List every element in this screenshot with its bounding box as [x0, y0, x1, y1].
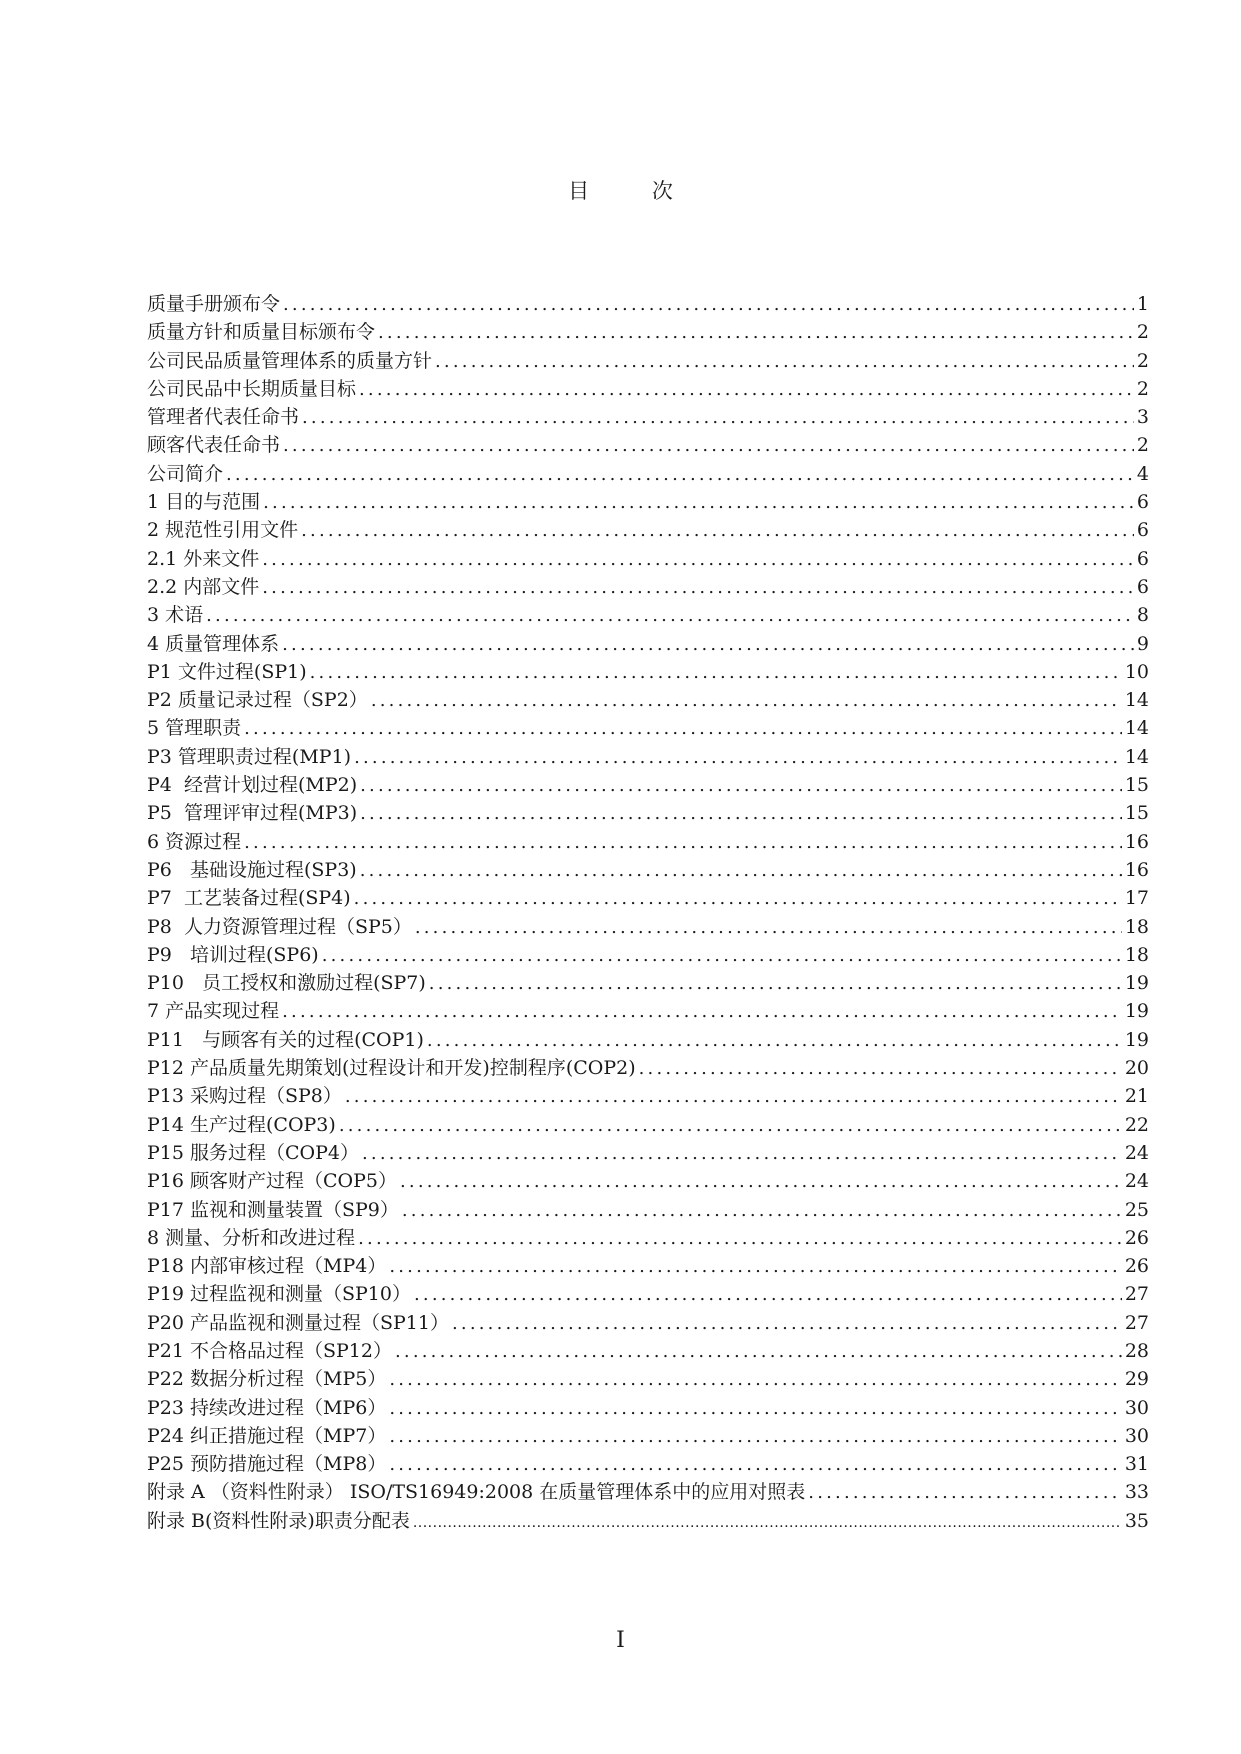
toc-entry-label: 质量方针和质量目标颁布令	[147, 321, 376, 344]
toc-entry-page-number: 4	[1136, 462, 1149, 485]
toc-dot-leader	[244, 829, 1122, 857]
toc-entry[interactable]	[147, 969, 1149, 997]
toc-dot-leader	[283, 291, 1134, 319]
toc-entry-label: 质量手册颁布令	[147, 293, 281, 315]
toc-entry-label: P7 工艺装备过程(SP4)	[147, 887, 351, 910]
toc-dot-leader	[360, 800, 1122, 828]
toc-entry-page-number: 22	[1124, 1113, 1149, 1136]
toc-entry[interactable]	[147, 743, 1149, 771]
toc-entry[interactable]	[147, 403, 1149, 431]
toc-entry-label: 3 术语	[147, 604, 204, 627]
toc-entry-page-number: 33	[1124, 1481, 1149, 1504]
toc-dot-leader	[354, 744, 1122, 772]
toc-entry-page-number: 19	[1124, 972, 1149, 995]
toc-entry[interactable]	[147, 318, 1149, 346]
toc-entry[interactable]	[147, 1309, 1149, 1337]
toc-dot-leader	[360, 857, 1122, 885]
toc-entry-label: P18 内部审核过程（MP4）	[147, 1255, 387, 1278]
toc-entry-label: 8 测量、分析和改进过程	[147, 1226, 356, 1249]
toc-entry-label: P20 产品监视和测量过程（SP11）	[147, 1311, 449, 1334]
toc-dot-leader	[402, 1197, 1122, 1225]
toc-entry-page-number: 27	[1124, 1283, 1149, 1306]
toc-entry-label: P9 培训过程(SP6)	[147, 943, 319, 966]
toc-entry-page-number: 14	[1124, 745, 1149, 768]
toc-entry[interactable]	[147, 1111, 1149, 1139]
toc-entry-label: 公司简介	[147, 462, 224, 485]
toc-entry-label: 附录 A （资料性附录） ISO/TS16949:2008 在质量管理体系中的应用对照表	[147, 1481, 806, 1504]
toc-dot-leader	[244, 715, 1122, 743]
toc-dot-leader	[435, 348, 1134, 376]
toc-entry-page-number: 31	[1124, 1453, 1149, 1476]
toc-entry[interactable]	[147, 884, 1149, 912]
toc-entry-label: P8 人力资源管理过程（SP5）	[147, 915, 412, 938]
toc-entry-page-number: 16	[1124, 858, 1149, 881]
toc-entry-label: 公司民品中长期质量目标	[147, 377, 357, 400]
toc-entry-page-number: 3	[1136, 406, 1149, 429]
toc-dot-leader	[206, 602, 1134, 630]
toc-entry[interactable]	[147, 1082, 1149, 1110]
toc-dot-leader	[389, 1366, 1121, 1394]
toc-entry-page-number: 16	[1124, 830, 1149, 853]
toc-entry-page-number: 8	[1136, 604, 1149, 627]
toc-dot-leader	[358, 1225, 1122, 1253]
toc-entry-label: P16 顾客财产过程（COP5）	[147, 1170, 397, 1193]
toc-entry-page-number: 30	[1124, 1424, 1149, 1447]
toc-dot-leader	[378, 319, 1134, 347]
toc-dot-leader	[389, 1395, 1121, 1423]
toc-entry[interactable]	[147, 1252, 1149, 1280]
toc-dot-leader	[360, 772, 1122, 800]
toc-entry[interactable]	[147, 290, 1149, 318]
toc-entry-page-number: 25	[1124, 1198, 1149, 1221]
toc-entry[interactable]	[147, 630, 1149, 658]
toc-entry[interactable]	[147, 1280, 1149, 1308]
toc-entry-page-number: 14	[1124, 689, 1149, 712]
toc-entry-page-number: 19	[1124, 1000, 1149, 1023]
toc-entry-label: P19 过程监视和测量（SP10）	[147, 1283, 411, 1306]
toc-entry-page-number: 30	[1124, 1396, 1149, 1419]
toc-dot-leader	[282, 998, 1122, 1026]
toc-entry-label: 管理者代表任命书	[147, 406, 300, 429]
toc-entry[interactable]	[147, 799, 1149, 827]
toc-dot-leader	[427, 1027, 1122, 1055]
toc-entry[interactable]	[147, 601, 1149, 629]
toc-entry-label: P13 采购过程（SP8）	[147, 1085, 342, 1108]
toc-entry-page-number: 15	[1124, 774, 1149, 797]
toc-entry[interactable]	[147, 1422, 1149, 1450]
toc-dot-leader	[262, 546, 1134, 574]
toc-entry[interactable]	[147, 771, 1149, 799]
toc-dot-leader	[302, 404, 1134, 432]
toc-entry-label: P23 持续改进过程（MP6）	[147, 1396, 387, 1419]
toc-entry-label: 2 规范性引用文件	[147, 519, 299, 542]
toc-entry-label: 4 质量管理体系	[147, 632, 280, 655]
toc-entry-label: 2.2 内部文件	[147, 575, 260, 598]
toc-entry-page-number: 17	[1124, 887, 1149, 910]
toc-entry[interactable]	[147, 686, 1149, 714]
toc-entry-label: 5 管理职责	[147, 717, 242, 740]
toc-entry-page-number: 6	[1136, 547, 1149, 570]
toc-dot-leader	[282, 631, 1134, 659]
toc-dot-leader	[283, 432, 1134, 460]
toc-dot-leader	[301, 517, 1134, 545]
toc-entry[interactable]	[147, 1139, 1149, 1167]
toc-entry[interactable]	[147, 1337, 1149, 1365]
toc-entry[interactable]	[147, 1450, 1149, 1478]
toc-dot-leader	[389, 1423, 1121, 1451]
toc-dot-leader	[452, 1310, 1122, 1338]
toc-entry[interactable]	[147, 997, 1149, 1025]
toc-entry[interactable]	[147, 1026, 1149, 1054]
toc-entry-label: P4 经营计划过程(MP2)	[147, 774, 358, 797]
toc-entry-page-number: 26	[1124, 1255, 1149, 1278]
toc-entry-page-number: 6	[1136, 575, 1149, 598]
toc-dot-leader	[808, 1479, 1122, 1507]
toc-entry-page-number: 35	[1124, 1509, 1149, 1532]
toc-entry[interactable]	[147, 1478, 1149, 1506]
toc-entry-page-number: 27	[1124, 1311, 1149, 1334]
toc-entry-page-number: 28	[1124, 1339, 1149, 1362]
toc-entry-label: P3 管理职责过程(MP1)	[147, 745, 352, 768]
toc-dot-leader	[322, 942, 1122, 970]
toc-dot-leader	[389, 1253, 1121, 1281]
toc-entry-label: 公司民品质量管理体系的质量方针	[147, 349, 433, 372]
toc-entry-page-number: 2	[1136, 377, 1149, 400]
toc-entry-page-number: 21	[1124, 1085, 1149, 1108]
toc-entry-label: 附录 B(资料性附录)职责分配表	[147, 1509, 410, 1532]
toc-entry-page-number: 18	[1124, 943, 1149, 966]
toc-entry-page-number: 26	[1124, 1226, 1149, 1249]
toc-entry-label: P1 文件过程(SP1)	[147, 660, 307, 683]
toc-entry-label: P6 基础设施过程(SP3)	[147, 858, 357, 881]
toc-entry-label: P10 员工授权和激励过程(SP7)	[147, 972, 426, 995]
toc-dot-leader	[413, 1509, 1122, 1537]
toc-entry-label: P2 质量记录过程（SP2）	[147, 689, 368, 712]
page-number: I	[616, 1628, 625, 1653]
toc-entry-label: P22 数据分析过程（MP5）	[147, 1368, 387, 1391]
toc-entry-page-number: 1	[1136, 293, 1149, 315]
toc-entry-page-number: 9	[1136, 632, 1149, 655]
toc-dot-leader	[429, 970, 1122, 998]
toc-title: 目 次	[568, 179, 701, 203]
toc-entry-label: P17 监视和测量装置（SP9）	[147, 1198, 399, 1221]
toc-entry[interactable]	[147, 545, 1149, 573]
toc-dot-leader	[310, 659, 1122, 687]
toc-entry[interactable]	[147, 347, 1149, 375]
toc-entry[interactable]	[147, 714, 1149, 742]
toc-dot-leader	[395, 1338, 1122, 1366]
toc-entry-page-number: 2	[1136, 434, 1149, 457]
toc-entry[interactable]	[147, 941, 1149, 969]
toc-dot-leader	[400, 1168, 1122, 1196]
toc-entry[interactable]	[147, 1224, 1149, 1252]
toc-dot-leader	[354, 885, 1122, 913]
toc-entry-label: P12 产品质量先期策划(过程设计和开发)控制程序(COP2)	[147, 1057, 636, 1080]
toc-entry-label: 6 资源过程	[147, 830, 242, 853]
toc-entry-label: 顾客代表任命书	[147, 434, 281, 457]
toc-entry-page-number: 6	[1136, 519, 1149, 542]
toc-entry[interactable]	[147, 1196, 1149, 1224]
toc-entry-label: P24 纠正措施过程（MP7）	[147, 1424, 387, 1447]
toc-entry-page-number: 19	[1124, 1028, 1149, 1051]
toc-entry[interactable]	[147, 1394, 1149, 1422]
toc-entry-page-number: 2	[1136, 349, 1149, 372]
toc-entry[interactable]	[147, 913, 1149, 941]
toc-entry[interactable]	[147, 1507, 1149, 1535]
toc-entry[interactable]	[147, 375, 1149, 403]
toc-entry[interactable]	[147, 658, 1149, 686]
toc-entry[interactable]	[147, 1167, 1149, 1195]
toc-dot-leader	[389, 1451, 1121, 1479]
toc-entry[interactable]	[147, 1054, 1149, 1082]
toc-entry-label: 2.1 外来文件	[147, 547, 260, 570]
toc-entry[interactable]	[147, 431, 1149, 459]
toc-entry[interactable]	[147, 488, 1149, 516]
toc-entry-label: 7 产品实现过程	[147, 1000, 280, 1023]
toc-dot-leader	[362, 1140, 1122, 1168]
toc-entry-page-number: 10	[1124, 660, 1149, 683]
toc-dot-leader	[359, 376, 1134, 404]
toc-entry-label: P15 服务过程（COP4）	[147, 1141, 359, 1164]
table-of-contents	[147, 290, 1149, 1535]
toc-entry-label: P5 管理评审过程(MP3)	[147, 802, 358, 825]
toc-dot-leader	[263, 489, 1134, 517]
toc-entry-label: P14 生产过程(COP3)	[147, 1113, 336, 1136]
toc-entry-page-number: 24	[1124, 1141, 1149, 1164]
toc-entry[interactable]	[147, 460, 1149, 488]
toc-dot-leader	[371, 687, 1122, 715]
toc-entry-page-number: 20	[1124, 1057, 1149, 1080]
toc-dot-leader	[414, 1281, 1122, 1309]
toc-dot-leader	[339, 1112, 1122, 1140]
toc-dot-leader	[345, 1083, 1122, 1111]
toc-entry-page-number: 14	[1124, 717, 1149, 740]
toc-entry-label: 1 目的与范围	[147, 491, 261, 514]
toc-entry[interactable]	[147, 1365, 1149, 1393]
toc-entry-page-number: 24	[1124, 1170, 1149, 1193]
toc-dot-leader	[262, 574, 1134, 602]
toc-entry-page-number: 15	[1124, 802, 1149, 825]
toc-entry-label: P21 不合格品过程（SP12）	[147, 1339, 392, 1362]
toc-entry[interactable]	[147, 573, 1149, 601]
toc-entry-page-number: 2	[1136, 321, 1149, 344]
toc-entry-label: P25 预防措施过程（MP8）	[147, 1453, 387, 1476]
toc-entry[interactable]	[147, 516, 1149, 544]
toc-dot-leader	[415, 914, 1122, 942]
toc-dot-leader	[226, 461, 1134, 489]
toc-entry[interactable]	[147, 828, 1149, 856]
toc-entry-page-number: 18	[1124, 915, 1149, 938]
toc-entry-page-number: 6	[1136, 491, 1149, 514]
toc-dot-leader	[639, 1055, 1122, 1083]
toc-entry-page-number: 29	[1124, 1368, 1149, 1391]
toc-entry[interactable]	[147, 856, 1149, 884]
toc-entry-label: P11 与顾客有关的过程(COP1)	[147, 1028, 424, 1051]
